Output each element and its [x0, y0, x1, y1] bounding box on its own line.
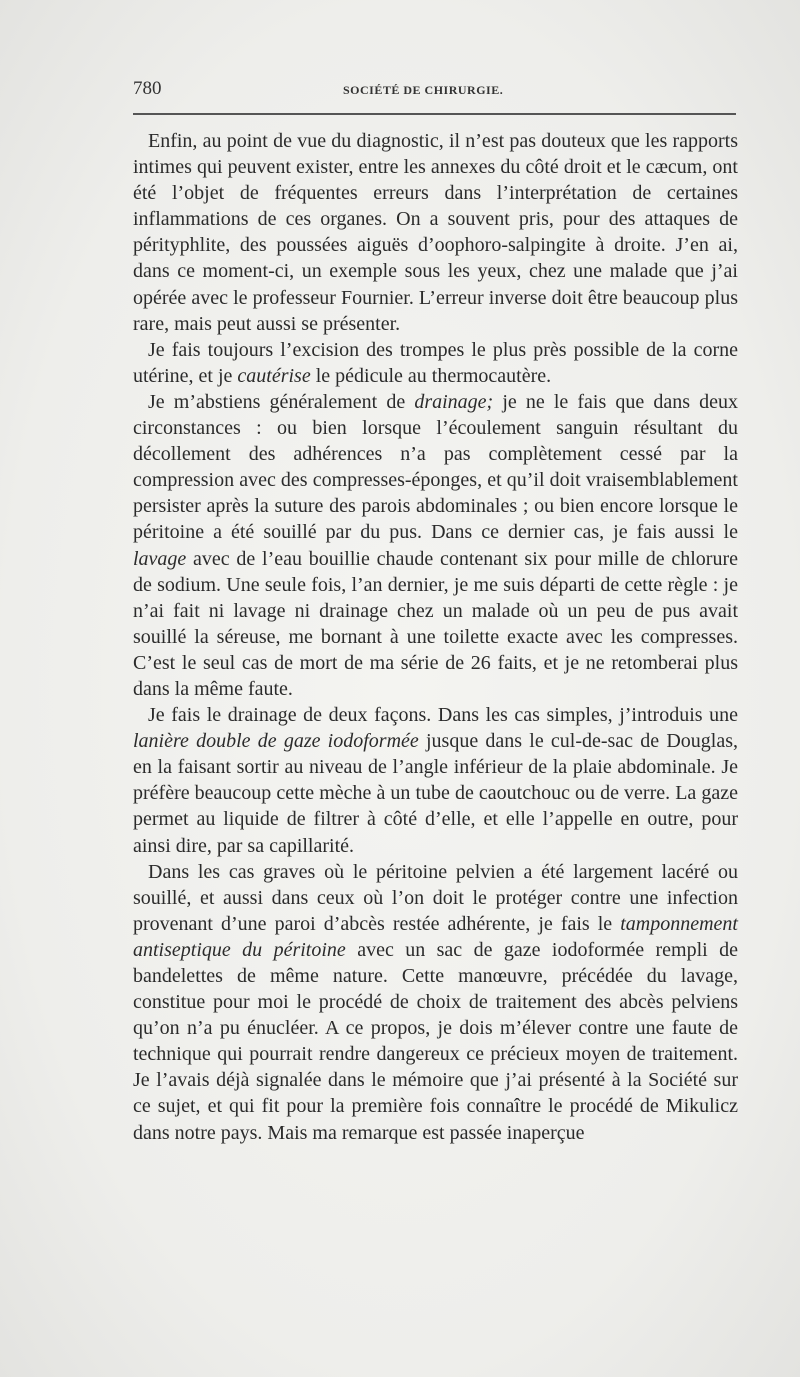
italic-text: lanière double de gaze iodoformée: [133, 730, 419, 753]
body-text: [133, 128, 738, 1146]
running-head: SOCIÉTÉ DE CHIRURGIE.: [343, 83, 504, 97]
paragraph-3: [133, 389, 738, 702]
italic-text: tamponnement antiseptique du péritoine: [133, 912, 738, 961]
italic-text: drainage;: [414, 390, 494, 413]
text-run: jusque dans le cul-de-sac de Douglas, en la faisant sortir au niveau de l’angle inférieur de la plaie abdominale. Je préfère beaucoup cette mèche à un tube de caoutchouc ou de verre. La gaze permet au liquide de filtrer à côté d’elle, et elle l’appelle en outre, pour ainsi dire, par sa capillarité.: [133, 730, 738, 857]
text-run: Enfin, au point de vue du diagnostic, il n’est pas douteux que les rapports intimes qui peuvent exister, entre les annexes du côté droit et le cæcum, ont été l’objet de fréquentes erreurs dans l’interprétation de certaines inflammations de ces organes. On a souvent pris, pour des attaques de pérityphlite, des poussées aiguës d’oophoro-salpingite à droite. J’en ai, dans ce moment-ci, un exemple sous les yeux, chez une malade que j’ai opérée avec le professeur Fournier. L’erreur inverse doit être beaucoup plus rare, mais peut aussi se présenter.: [133, 130, 738, 335]
text-run: je ne le fais que dans deux circonstances : ou bien lorsque l’écoulement sanguin résultant du décollement des adhérences n’a pas complètement cessé par la compression avec des compresses-éponges, et qu’il doit vraisemblablement persister après la suture des parois abdominales ; ou bien encore lorsque le péritoine a été souillé par du pus. Dans ce dernier cas, je fais aussi le: [133, 390, 738, 544]
text-run: Je fais le drainage de deux façons. Dans les cas simples, j’introduis une: [148, 704, 738, 727]
paragraph-5: [133, 859, 738, 1146]
text-run: avec de l’eau bouillie chaude contenant six pour mille de chlorure de sodium. Une seule fois, l’an dernier, je me suis départi de cette règle : je n’ai fait ni lavage ni drainage chez un malade où un peu de pus avait souillé la séreuse, me bornant à une toilette exacte avec les compresses. C’est le seul cas de mort de ma série de 26 faits, et je ne retomberai plus dans la même faute.: [133, 547, 738, 700]
page-header: [133, 74, 737, 108]
italic-text: cautérise: [237, 364, 311, 387]
page-number: 780: [133, 78, 162, 99]
paragraph-4: [133, 702, 738, 859]
italic-text: lavage: [133, 547, 187, 570]
text-run: Je m’abstiens généralement de: [148, 390, 415, 413]
header-rule: [133, 113, 736, 115]
paragraph-2: [133, 337, 738, 389]
text-run: Je fais toujours l’excision des trompes le plus près possible de la corne utérine, et je: [133, 338, 738, 387]
text-run: Dans les cas graves où le péritoine pelvien a été largement lacéré ou souillé, et aussi dans ceux où l’on doit le protéger contre une infection provenant d’une paroi d’abcès restée adhérente, je fais le: [133, 860, 738, 935]
paragraph-1: [133, 128, 738, 337]
text-run: le pédicule au thermocautère.: [310, 364, 552, 387]
text-run: avec un sac de gaze iodoformée rempli de bandelettes de même nature. Cette manœuvre, précédée du lavage, constitue pour moi le procédé de choix de traitement des abcès pelviens qu’on n’a pu énucléer. A ce propos, je dois m’élever contre une faute de technique qui pourrait rendre dangereux ce précieux moyen de traitement. Je l’avais déjà signalée dans le mémoire que j’ai présenté à la Société sur ce sujet, et qui fit pour la première fois connaître le procédé de Mikulicz dans notre pays. Mais ma remarque est passée inaperçue: [133, 938, 738, 1144]
